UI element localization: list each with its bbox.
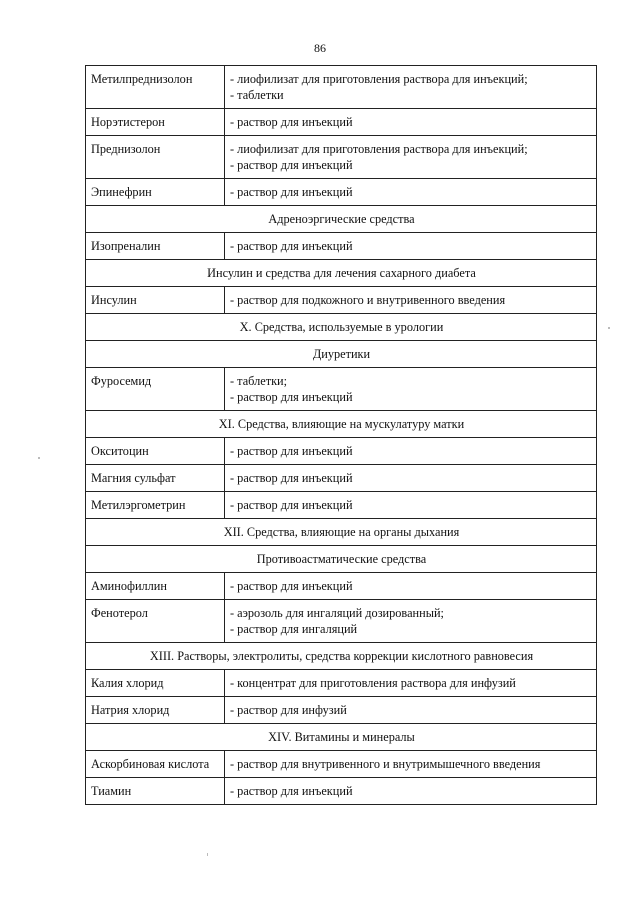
- drug-row: [86, 573, 597, 600]
- section-row: [86, 519, 597, 546]
- drug-name: Инсулин: [86, 287, 225, 314]
- dosage-form: - раствор для инъекций: [230, 471, 353, 485]
- drug-name: Фуросемид: [86, 368, 225, 411]
- dosage-form: - раствор для инфузий: [230, 703, 347, 717]
- section-title: XII. Средства, влияющие на органы дыхания: [86, 519, 597, 546]
- dosage-forms: [225, 109, 597, 136]
- drug-row: [86, 136, 597, 179]
- dosage-form: - раствор для внутривенного и внутримышечного введения: [230, 757, 541, 771]
- drug-name: Тиамин: [86, 778, 225, 805]
- dosage-form: - раствор для инъекций: [230, 185, 353, 199]
- section-row: [86, 643, 597, 670]
- drug-name: Аскорбиновая кислота: [86, 751, 225, 778]
- dosage-form: - раствор для инъекций: [230, 390, 353, 404]
- drug-name: Натрия хлорид: [86, 697, 225, 724]
- dosage-forms: [225, 670, 597, 697]
- section-title: X. Средства, используемые в урологии: [86, 314, 597, 341]
- dosage-forms: [225, 751, 597, 778]
- dosage-form: - концентрат для приготовления раствора для инфузий: [230, 676, 516, 690]
- drug-row: [86, 109, 597, 136]
- dosage-form: - таблетки: [230, 88, 284, 102]
- section-title: XI. Средства, влияющие на мускулатуру матки: [86, 411, 597, 438]
- dosage-form: - лиофилизат для приготовления раствора для инъекций;: [230, 72, 528, 86]
- dosage-form: - раствор для подкожного и внутривенного введения: [230, 293, 506, 307]
- drug-row: [86, 697, 597, 724]
- dosage-forms: [225, 697, 597, 724]
- section-title: Диуретики: [86, 341, 597, 368]
- dosage-form: - лиофилизат для приготовления раствора для инъекций;: [230, 142, 528, 156]
- drug-name: Аминофиллин: [86, 573, 225, 600]
- dosage-form: - аэрозоль для ингаляций дозированный;: [230, 606, 444, 620]
- scan-mark: [207, 853, 208, 856]
- dosage-forms: [225, 492, 597, 519]
- dosage-form: - раствор для инъекций: [230, 158, 353, 172]
- drug-name: Фенотерол: [86, 600, 225, 643]
- scan-mark: [608, 327, 610, 329]
- drug-table: [85, 65, 597, 805]
- drug-row: [86, 465, 597, 492]
- section-row: [86, 260, 597, 287]
- drug-row: [86, 368, 597, 411]
- drug-name: Магния сульфат: [86, 465, 225, 492]
- dosage-form: - таблетки;: [230, 374, 288, 388]
- dosage-form: - раствор для ингаляций: [230, 622, 358, 636]
- dosage-forms: [225, 368, 597, 411]
- dosage-form: - раствор для инъекций: [230, 444, 353, 458]
- dosage-forms: [225, 600, 597, 643]
- drug-name: Метилпреднизолон: [86, 66, 225, 109]
- drug-row: [86, 600, 597, 643]
- dosage-forms: [225, 233, 597, 260]
- drug-row: [86, 438, 597, 465]
- drug-name: Норэтистерон: [86, 109, 225, 136]
- section-row: [86, 341, 597, 368]
- drug-row: [86, 179, 597, 206]
- drug-name: Эпинефрин: [86, 179, 225, 206]
- section-title: XIV. Витамины и минералы: [86, 724, 597, 751]
- dosage-forms: [225, 465, 597, 492]
- dosage-forms: [225, 778, 597, 805]
- drug-row: [86, 751, 597, 778]
- drug-name: Окситоцин: [86, 438, 225, 465]
- dosage-form: - раствор для инъекций: [230, 239, 353, 253]
- section-row: [86, 411, 597, 438]
- drug-row: [86, 492, 597, 519]
- section-title: Противоастматические средства: [86, 546, 597, 573]
- scan-mark: [38, 457, 40, 459]
- section-title: XIII. Растворы, электролиты, средства коррекции кислотного равновесия: [86, 643, 597, 670]
- section-row: [86, 206, 597, 233]
- drug-row: [86, 670, 597, 697]
- drug-row: [86, 66, 597, 109]
- drug-name: Изопреналин: [86, 233, 225, 260]
- drug-row: [86, 287, 597, 314]
- section-title: Адреноэргические средства: [86, 206, 597, 233]
- dosage-forms: [225, 573, 597, 600]
- section-title: Инсулин и средства для лечения сахарного диабета: [86, 260, 597, 287]
- dosage-forms: [225, 66, 597, 109]
- dosage-forms: [225, 287, 597, 314]
- dosage-form: - раствор для инъекций: [230, 784, 353, 798]
- drug-name: Метилэргометрин: [86, 492, 225, 519]
- dosage-form: - раствор для инъекций: [230, 498, 353, 512]
- section-row: [86, 724, 597, 751]
- table-body: [86, 66, 597, 805]
- page-number: 86: [314, 41, 326, 55]
- dosage-forms: [225, 438, 597, 465]
- section-row: [86, 546, 597, 573]
- section-row: [86, 314, 597, 341]
- dosage-forms: [225, 179, 597, 206]
- dosage-form: - раствор для инъекций: [230, 579, 353, 593]
- drug-row: [86, 778, 597, 805]
- drug-row: [86, 233, 597, 260]
- dosage-forms: [225, 136, 597, 179]
- drug-name: Калия хлорид: [86, 670, 225, 697]
- drug-name: Преднизолон: [86, 136, 225, 179]
- dosage-form: - раствор для инъекций: [230, 115, 353, 129]
